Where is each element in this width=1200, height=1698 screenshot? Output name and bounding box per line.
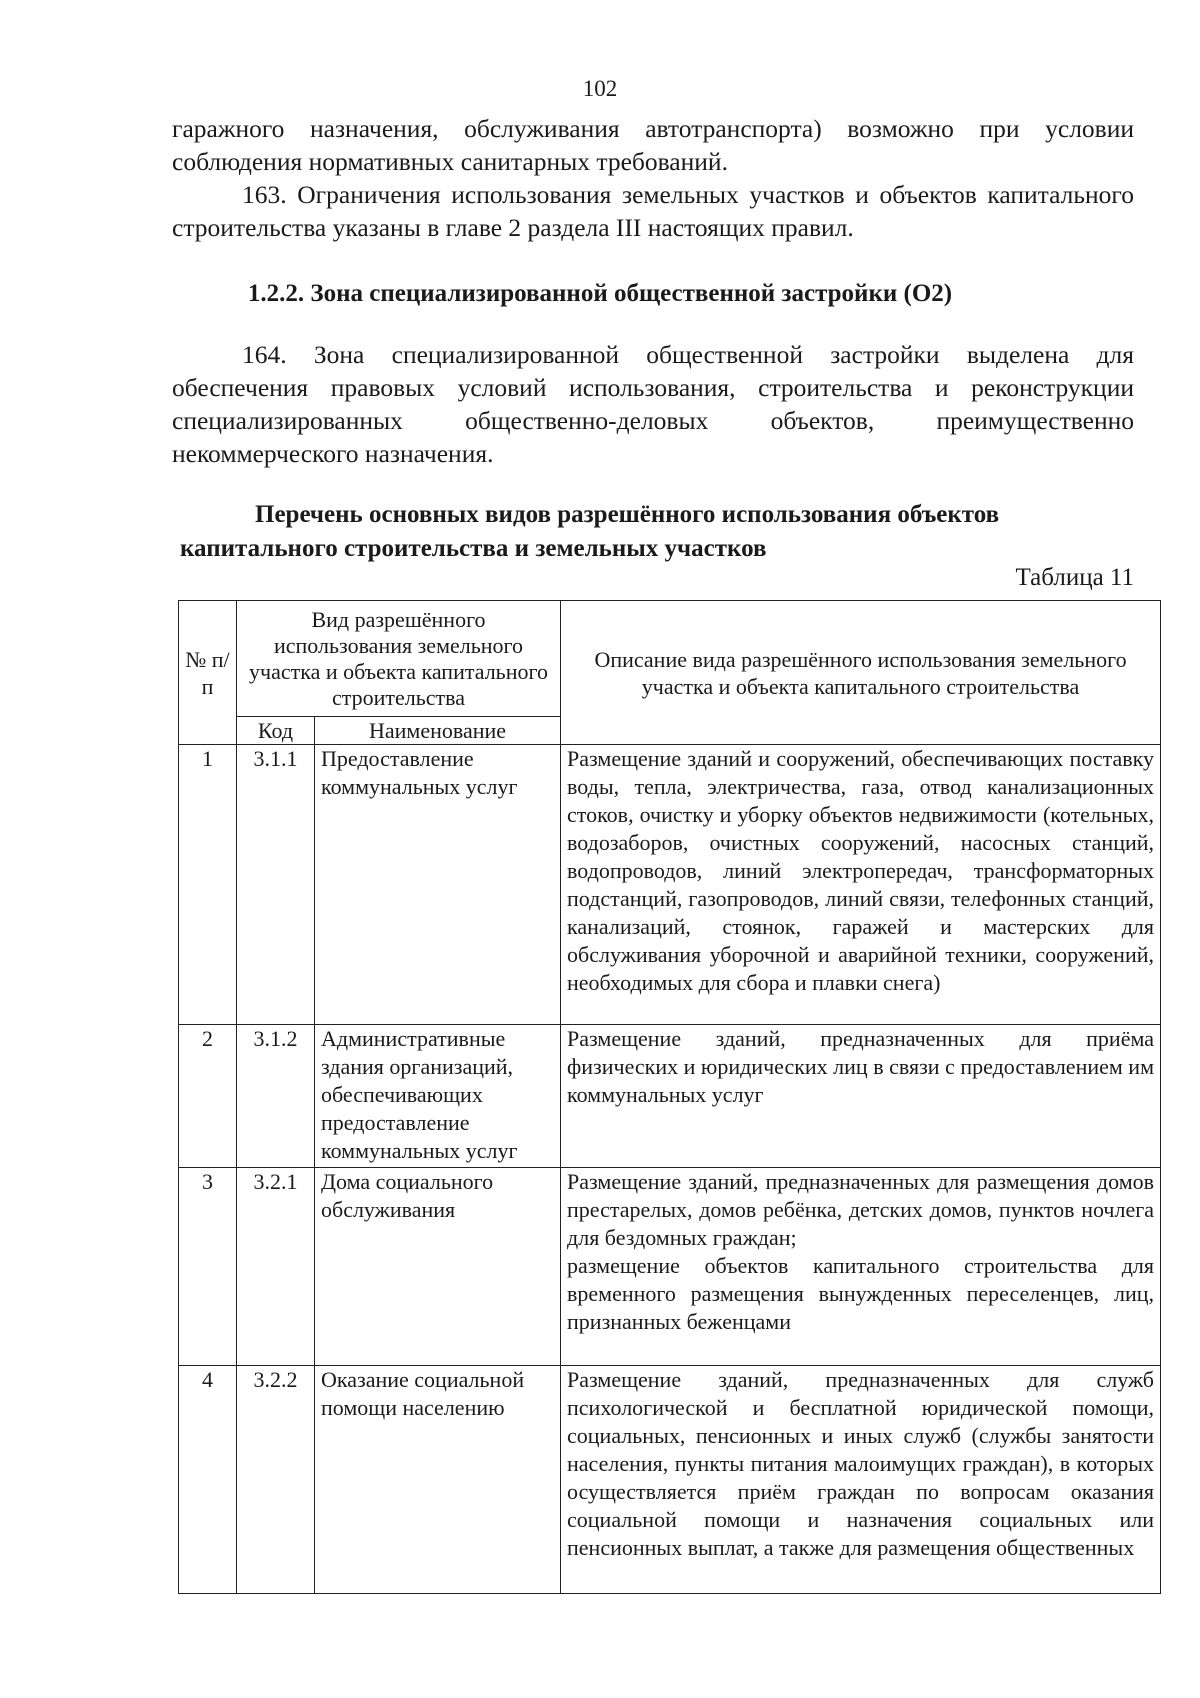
paragraph-164	[172, 338, 1134, 470]
header-name: Наименование	[315, 717, 561, 745]
row-description: Размещение зданий, предназначенных для служб психологической и бесплатной юридической помощи, социальных, пенсионных и иных служб (службы занятости населения, пункты питания малоимущих граждан), в которых осуществляется приём граждан по вопросам оказания социальной помощи и назначения социальных или пенсионных выплат, а также для размещения общественных	[561, 1366, 1161, 1594]
permitted-use-table	[178, 600, 1161, 1594]
table-row	[179, 1366, 1161, 1594]
row-description: Размещение зданий и сооружений, обеспечивающих поставку воды, тепла, электричества, газа, отвод канализационных стоков, очистку и уборку объектов недвижимости (котельных, водозаборов, очистных сооружений, насосных станций, водопроводов, линий электропередач, трансформаторных подстанций, газопроводов, линий связи, телефонных станций, канализаций, стоянок, гаражей и мастерских для обслуживания уборочной и аварийной техники, сооружений, необходимых для сбора и плавки снега)	[561, 745, 1161, 1025]
row-name: Административные здания организаций, обеспечивающих предоставление коммунальных услуг	[315, 1025, 561, 1168]
row-name: Предоставление коммунальных услуг	[315, 745, 561, 1025]
table-title-text: Перечень основных видов разрешённого использования объектов капитального строительства и земельных участков	[180, 501, 1000, 562]
row-number: 3	[179, 1168, 237, 1366]
row-code: 3.2.1	[237, 1168, 315, 1366]
row-number: 2	[179, 1025, 237, 1168]
row-name: Оказание социальной помощи населению	[315, 1366, 561, 1594]
page-number: 102	[582, 76, 618, 101]
row-code: 3.1.1	[237, 745, 315, 1025]
paragraph-163	[172, 178, 1134, 244]
table-row	[179, 745, 1161, 1025]
table-label: Таблица 11	[1015, 564, 1134, 591]
table-title	[180, 498, 1134, 566]
table-row	[179, 1025, 1161, 1168]
paragraph-164-text: 164. Зона специализированной общественной застройки выделена для обеспечения правовых условий использования, строительства и реконструкции специализированных общественно-деловых объектов, преимущественно некоммерческого назначения.	[172, 340, 1134, 468]
row-description: Размещение зданий, предназначенных для размещения домов престарелых, домов ребёнка, детских домов, пунктов ночлега для бездомных граждан; размещение объектов капитального строительства для временного размещения вынужденных переселенцев, лиц, признанных беженцами	[561, 1168, 1161, 1366]
header-number: № п/п	[179, 601, 237, 745]
row-code: 3.2.2	[237, 1366, 315, 1594]
header-kind: Вид разрешённого использования земельного участка и объекта капитального строительства	[237, 601, 561, 717]
paragraph-163-text: 163. Ограничения использования земельных участков и объектов капитального строительства указаны в главе 2 раздела III настоящих правил.	[172, 180, 1134, 242]
row-description: Размещение зданий, предназначенных для приёма физических и юридических лиц в связи с предоставлением им коммунальных услуг	[561, 1025, 1161, 1168]
section-heading: 1.2.2. Зона специализированной общественной застройки (О2)	[247, 280, 953, 307]
header-code: Код	[237, 717, 315, 745]
row-name: Дома социального обслуживания	[315, 1168, 561, 1366]
row-number: 4	[179, 1366, 237, 1594]
paragraph-continuation: гаражного назначения, обслуживания автотранспорта) возможно при условии соблюдения нормативных санитарных требований.	[172, 114, 1134, 176]
header-description: Описание вида разрешённого использования земельного участка и объекта капитального строительства	[561, 601, 1161, 745]
row-code: 3.1.2	[237, 1025, 315, 1168]
table-row	[179, 1168, 1161, 1366]
row-number: 1	[179, 745, 237, 1025]
